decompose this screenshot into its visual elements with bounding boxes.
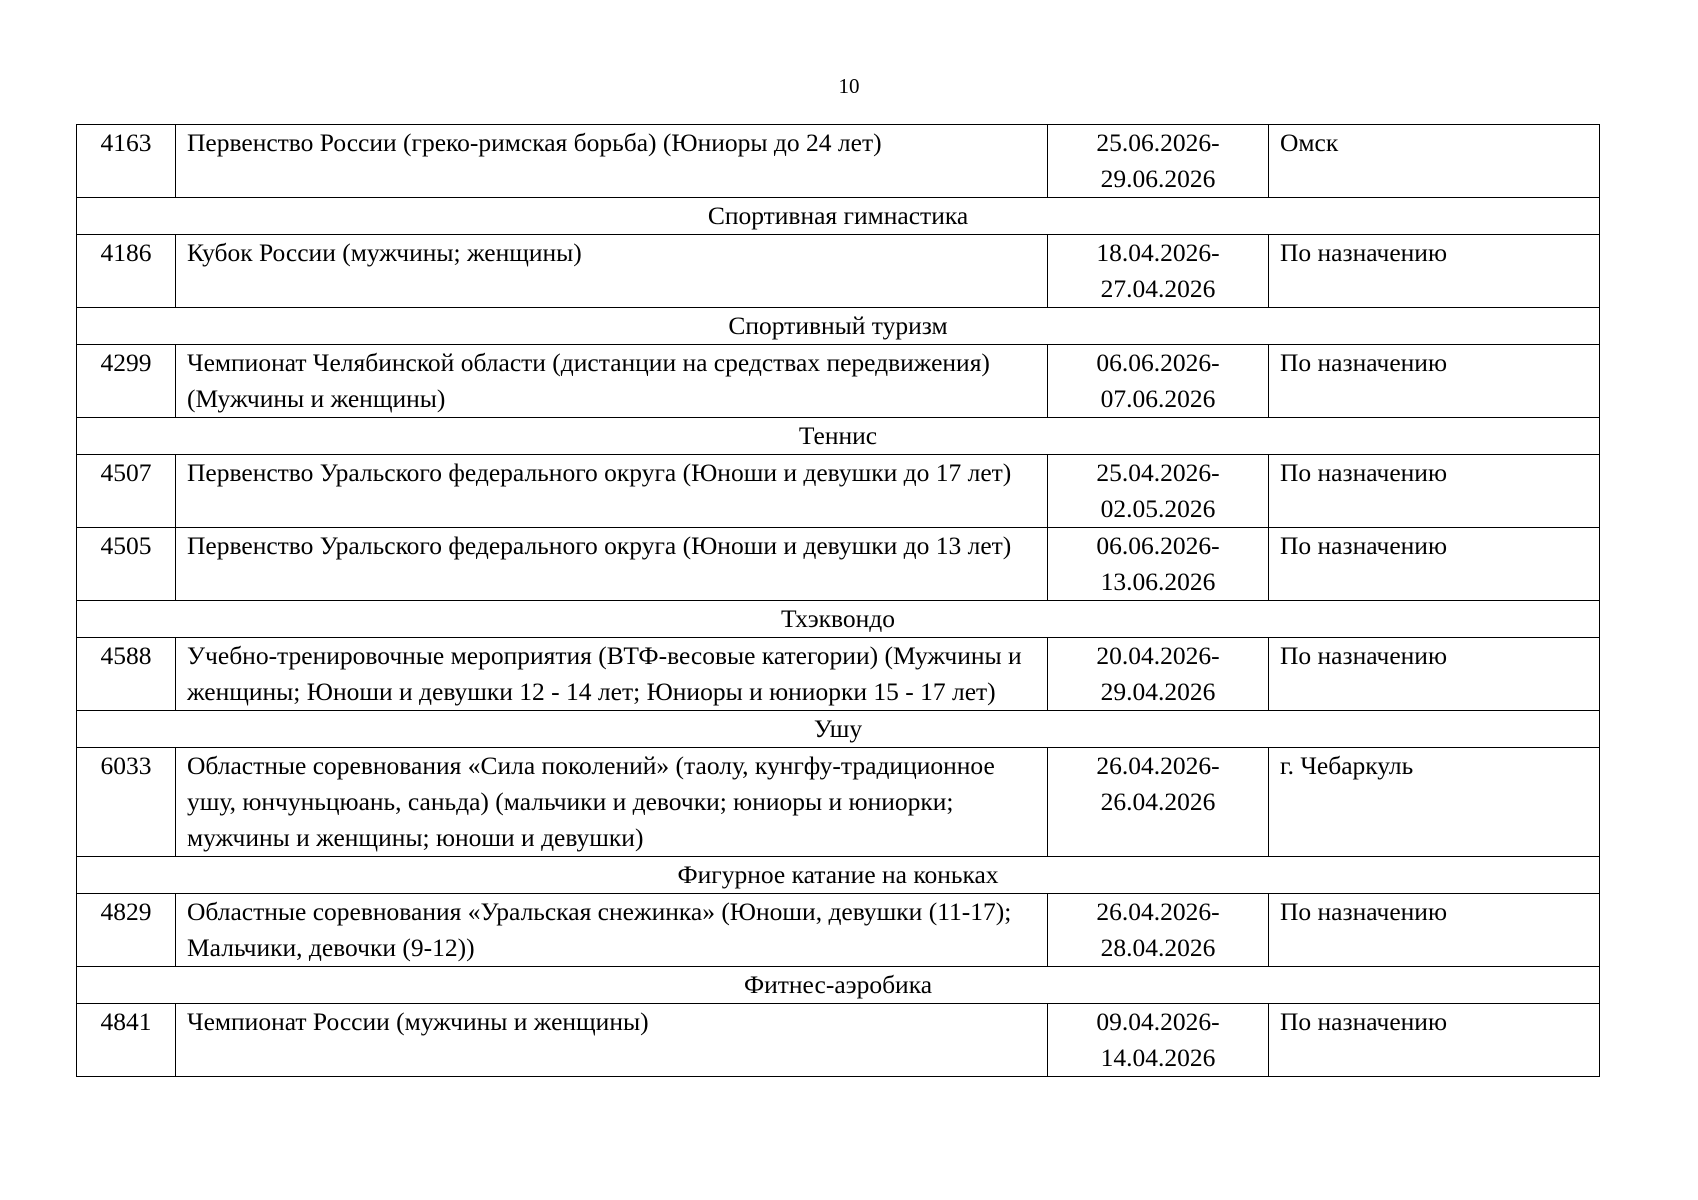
table-row (77, 894, 1600, 967)
date-start: 26.04.2026- (1096, 897, 1220, 926)
event-id: 4299 (77, 345, 176, 418)
date-start: 20.04.2026- (1096, 641, 1220, 670)
table-row (77, 1004, 1600, 1077)
event-id: 4186 (77, 235, 176, 308)
table-row (77, 235, 1600, 308)
section-header-row (77, 198, 1600, 235)
event-id: 4588 (77, 638, 176, 711)
events-table (76, 124, 1600, 1077)
event-dates (1048, 1004, 1269, 1077)
event-id: 6033 (77, 748, 176, 857)
events-table-body (77, 125, 1600, 1077)
event-dates (1048, 528, 1269, 601)
section-header-row (77, 967, 1600, 1004)
event-place: По назначению (1269, 345, 1600, 418)
date-end: 28.04.2026 (1100, 933, 1216, 962)
event-dates (1048, 455, 1269, 528)
event-place: По назначению (1269, 528, 1600, 601)
event-place: По назначению (1269, 235, 1600, 308)
event-name: Областные соревнования «Сила поколений» (таолу, кунгфу-традиционное ушу, юнчуньцюань, саньда) (мальчики и девочки; юниоры и юниорки; мужчины и женщины; юноши и девушки) (176, 748, 1048, 857)
date-end: 13.06.2026 (1100, 567, 1216, 596)
table-row (77, 455, 1600, 528)
event-name: Чемпионат Челябинской области (дистанции на средствах передвижения) (Мужчины и женщины) (176, 345, 1048, 418)
table-row (77, 125, 1600, 198)
date-end: 29.04.2026 (1100, 677, 1216, 706)
event-place: Омск (1269, 125, 1600, 198)
event-dates (1048, 638, 1269, 711)
event-place: По назначению (1269, 638, 1600, 711)
event-dates (1048, 894, 1269, 967)
section-title: Ушу (77, 711, 1600, 748)
event-dates (1048, 235, 1269, 308)
event-name: Первенство Уральского федерального округа (Юноши и девушки до 17 лет) (176, 455, 1048, 528)
section-title: Теннис (77, 418, 1600, 455)
date-start: 26.04.2026- (1096, 751, 1220, 780)
date-start: 06.06.2026- (1096, 531, 1220, 560)
event-id: 4163 (77, 125, 176, 198)
event-id: 4507 (77, 455, 176, 528)
section-title: Спортивный туризм (77, 308, 1600, 345)
date-start: 18.04.2026- (1096, 238, 1220, 267)
section-header-row (77, 857, 1600, 894)
date-start: 09.04.2026- (1096, 1007, 1220, 1036)
section-header-row (77, 711, 1600, 748)
event-name: Первенство России (греко-римская борьба) (Юниоры до 24 лет) (176, 125, 1048, 198)
date-end: 29.06.2026 (1100, 164, 1216, 193)
section-header-row (77, 418, 1600, 455)
date-end: 26.04.2026 (1100, 787, 1216, 816)
event-name: Первенство Уральского федерального округа (Юноши и девушки до 13 лет) (176, 528, 1048, 601)
event-name: Кубок России (мужчины; женщины) (176, 235, 1048, 308)
event-place: По назначению (1269, 894, 1600, 967)
event-place: г. Чебаркуль (1269, 748, 1600, 857)
event-name: Учебно-тренировочные мероприятия (ВТФ-весовые категории) (Мужчины и женщины; Юноши и девушки 12 - 14 лет; Юниоры и юниорки 15 - 17 лет) (176, 638, 1048, 711)
table-row (77, 638, 1600, 711)
date-start: 25.06.2026- (1096, 128, 1220, 157)
event-place: По назначению (1269, 1004, 1600, 1077)
event-id: 4829 (77, 894, 176, 967)
page-number: 10 (838, 74, 860, 98)
section-title: Фигурное катание на коньках (77, 857, 1600, 894)
event-id: 4841 (77, 1004, 176, 1077)
table-row (77, 528, 1600, 601)
table-row (77, 748, 1600, 857)
section-title: Тхэквондо (77, 601, 1600, 638)
event-name: Областные соревнования «Уральская снежинка» (Юноши, девушки (11-17); Мальчики, девочки (9-12)) (176, 894, 1048, 967)
section-header-row (77, 601, 1600, 638)
date-start: 25.04.2026- (1096, 458, 1220, 487)
date-end: 14.04.2026 (1100, 1043, 1216, 1072)
event-dates (1048, 748, 1269, 857)
event-dates (1048, 345, 1269, 418)
section-title: Фитнес-аэробика (77, 967, 1600, 1004)
section-header-row (77, 308, 1600, 345)
event-id: 4505 (77, 528, 176, 601)
event-place: По назначению (1269, 455, 1600, 528)
date-end: 07.06.2026 (1100, 384, 1216, 413)
event-dates (1048, 125, 1269, 198)
date-end: 27.04.2026 (1100, 274, 1216, 303)
event-name: Чемпионат России (мужчины и женщины) (176, 1004, 1048, 1077)
section-title: Спортивная гимнастика (77, 198, 1600, 235)
table-row (77, 345, 1600, 418)
date-start: 06.06.2026- (1096, 348, 1220, 377)
date-end: 02.05.2026 (1100, 494, 1216, 523)
